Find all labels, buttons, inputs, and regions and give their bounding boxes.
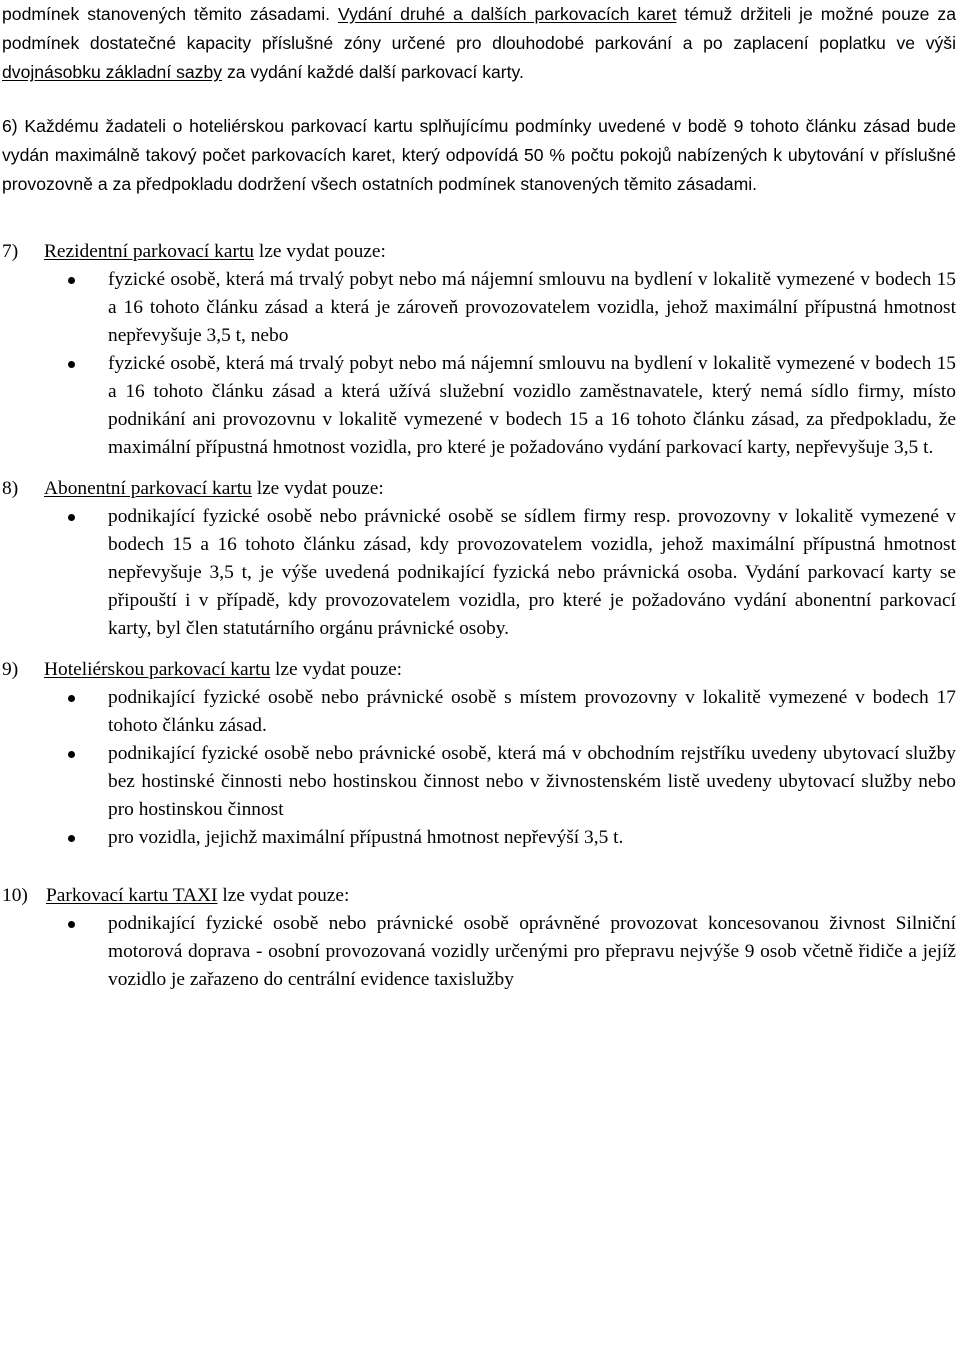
section-8-card-type: Abonentní parkovací kartu [44,478,252,499]
bullet-icon [68,921,75,928]
list-item [2,910,956,994]
bullet-icon [68,695,75,702]
section-10-heading [2,882,956,910]
section-8-number: 8) [2,478,19,499]
intro-underline-1: Vydání druhé a dalších parkovacích karet [338,4,677,24]
section-9-title-rest: lze vydat pouze: [270,659,403,680]
bullet-icon [68,751,75,758]
section-8-title-rest: lze vydat pouze: [251,478,384,499]
section-8-heading [2,475,956,503]
intro-paragraph [2,0,956,87]
list-item [2,503,956,643]
list-item-text: podnikající fyzické osobě nebo právnické osobě oprávněné provozovat koncesovanou živnost Silniční motorová doprava - osobní provozovaná vozidly určenými pro přepravu nejvýše 9 osob včetně řidiče a jejíž vozidlo je zařazeno do centrální evidence taxislužby [108,913,956,990]
section-8-list [2,503,956,643]
section-8-title [44,475,384,503]
list-item [2,740,956,824]
list-item [2,684,956,740]
section-9-card-type: Hoteliérskou parkovací kartu [44,659,271,680]
list-item [2,350,956,462]
section-10-title [46,882,349,910]
intro-underline-2: dvojnásobku základní sazby [2,62,223,82]
section-7-title [44,238,386,266]
section-10-list [2,910,956,994]
section-9-heading [2,656,956,684]
list-item [2,266,956,350]
bullet-icon [68,277,75,284]
intro-start: podmínek stanovených těmito zásadami. [2,4,331,24]
list-item-text: podnikající fyzické osobě nebo právnické osobě se sídlem firmy resp. provozovny v lokalitě vymezené v bodech 15 a 16 tohoto článku zásad, kdy provozovatelem vozidla, jehož maximální přípustná hmotnost nepřevyšuje 3,5 t, je výše uvedená podnikající fyzická nebo právnická osoba. Vydání parkovací karty se připouští i v případě, kdy provozovatelem vozidla, pro které je požadováno vydání abonentní parkovací karty, byl člen statutárního orgánu právnické osoby. [108,506,956,639]
section-10-number: 10) [2,885,28,906]
intro-middle: témuž držiteli je možné pouze za podmínek dostatečné kapacity příslušné zóny určené pro dlouhodobé parkování a po zaplacení poplatku ve výši [2,4,957,53]
section-7-list [2,266,956,462]
section-9-number: 9) [2,659,19,680]
paragraph-6: 6) Každému žadateli o hoteliérskou parkovací kartu splňujícímu podmínky uvedené v bodě 9 tohoto článku zásad bude vydán maximálně takový počet parkovacích karet, který odpovídá 50 % počtu pokojů nabízených k ubytování v příslušné provozovně a za předpokladu dodržení všech ostatních podmínek stanovených těmito zásadami. [2,116,956,194]
section-7-card-type: Rezidentní parkovací kartu [44,241,254,262]
list-item-text: podnikající fyzické osobě nebo právnické osobě, která má v obchodním rejstříku uvedeny ubytovací služby bez hostinské činnosti nebo hostinskou činnost nebo v živnostenském listě uvedeny ubytovací služby nebo pro hostinskou činnost [108,743,956,820]
section-9-title [44,656,402,684]
list-item-text: pro vozidla, jejichž maximální přípustná hmotnost nepřevýší 3,5 t. [108,827,624,848]
bullet-icon [68,514,75,521]
list-item-text: podnikající fyzické osobě nebo právnické osobě s místem provozovny v lokalitě vymezené v bodech 17 tohoto článku zásad. [108,687,956,736]
bullet-icon [68,361,75,368]
section-7-heading [2,238,956,266]
section-9-list [2,684,956,852]
list-item-text: fyzické osobě, která má trvalý pobyt nebo má nájemní smlouvu na bydlení v lokalitě vymezené v bodech 15 a 16 tohoto článku zásad a která je zároveň provozovatelem vozidla, jehož maximální přípustná hmotnost nepřevyšuje 3,5 t, nebo [108,269,956,346]
list-item-text: fyzické osobě, která má trvalý pobyt nebo má nájemní smlouvu na bydlení v lokalitě vymezené v bodech 15 a 16 tohoto článku zásad a která užívá služební vozidlo zaměstnavatele, který nemá sídlo firmy, místo podnikání ani provozovnu v lokalitě vymezené v bodech 15 a 16 tohoto článku zásad, za předpokladu, že maximální přípustná hmotnost vozidla, pro které je požadováno vydání parkovací karty, nepřevyšuje 3,5 t. [108,353,956,458]
section-10-card-type: Parkovací kartu TAXI [46,885,218,906]
intro-end: za vydání každé další parkovací karty. [226,62,524,82]
section-7-number: 7) [2,241,19,262]
bullet-icon [68,835,75,842]
section-10-title-rest: lze vydat pouze: [217,885,350,906]
section-7-title-rest: lze vydat pouze: [253,241,386,262]
list-item [2,824,956,852]
